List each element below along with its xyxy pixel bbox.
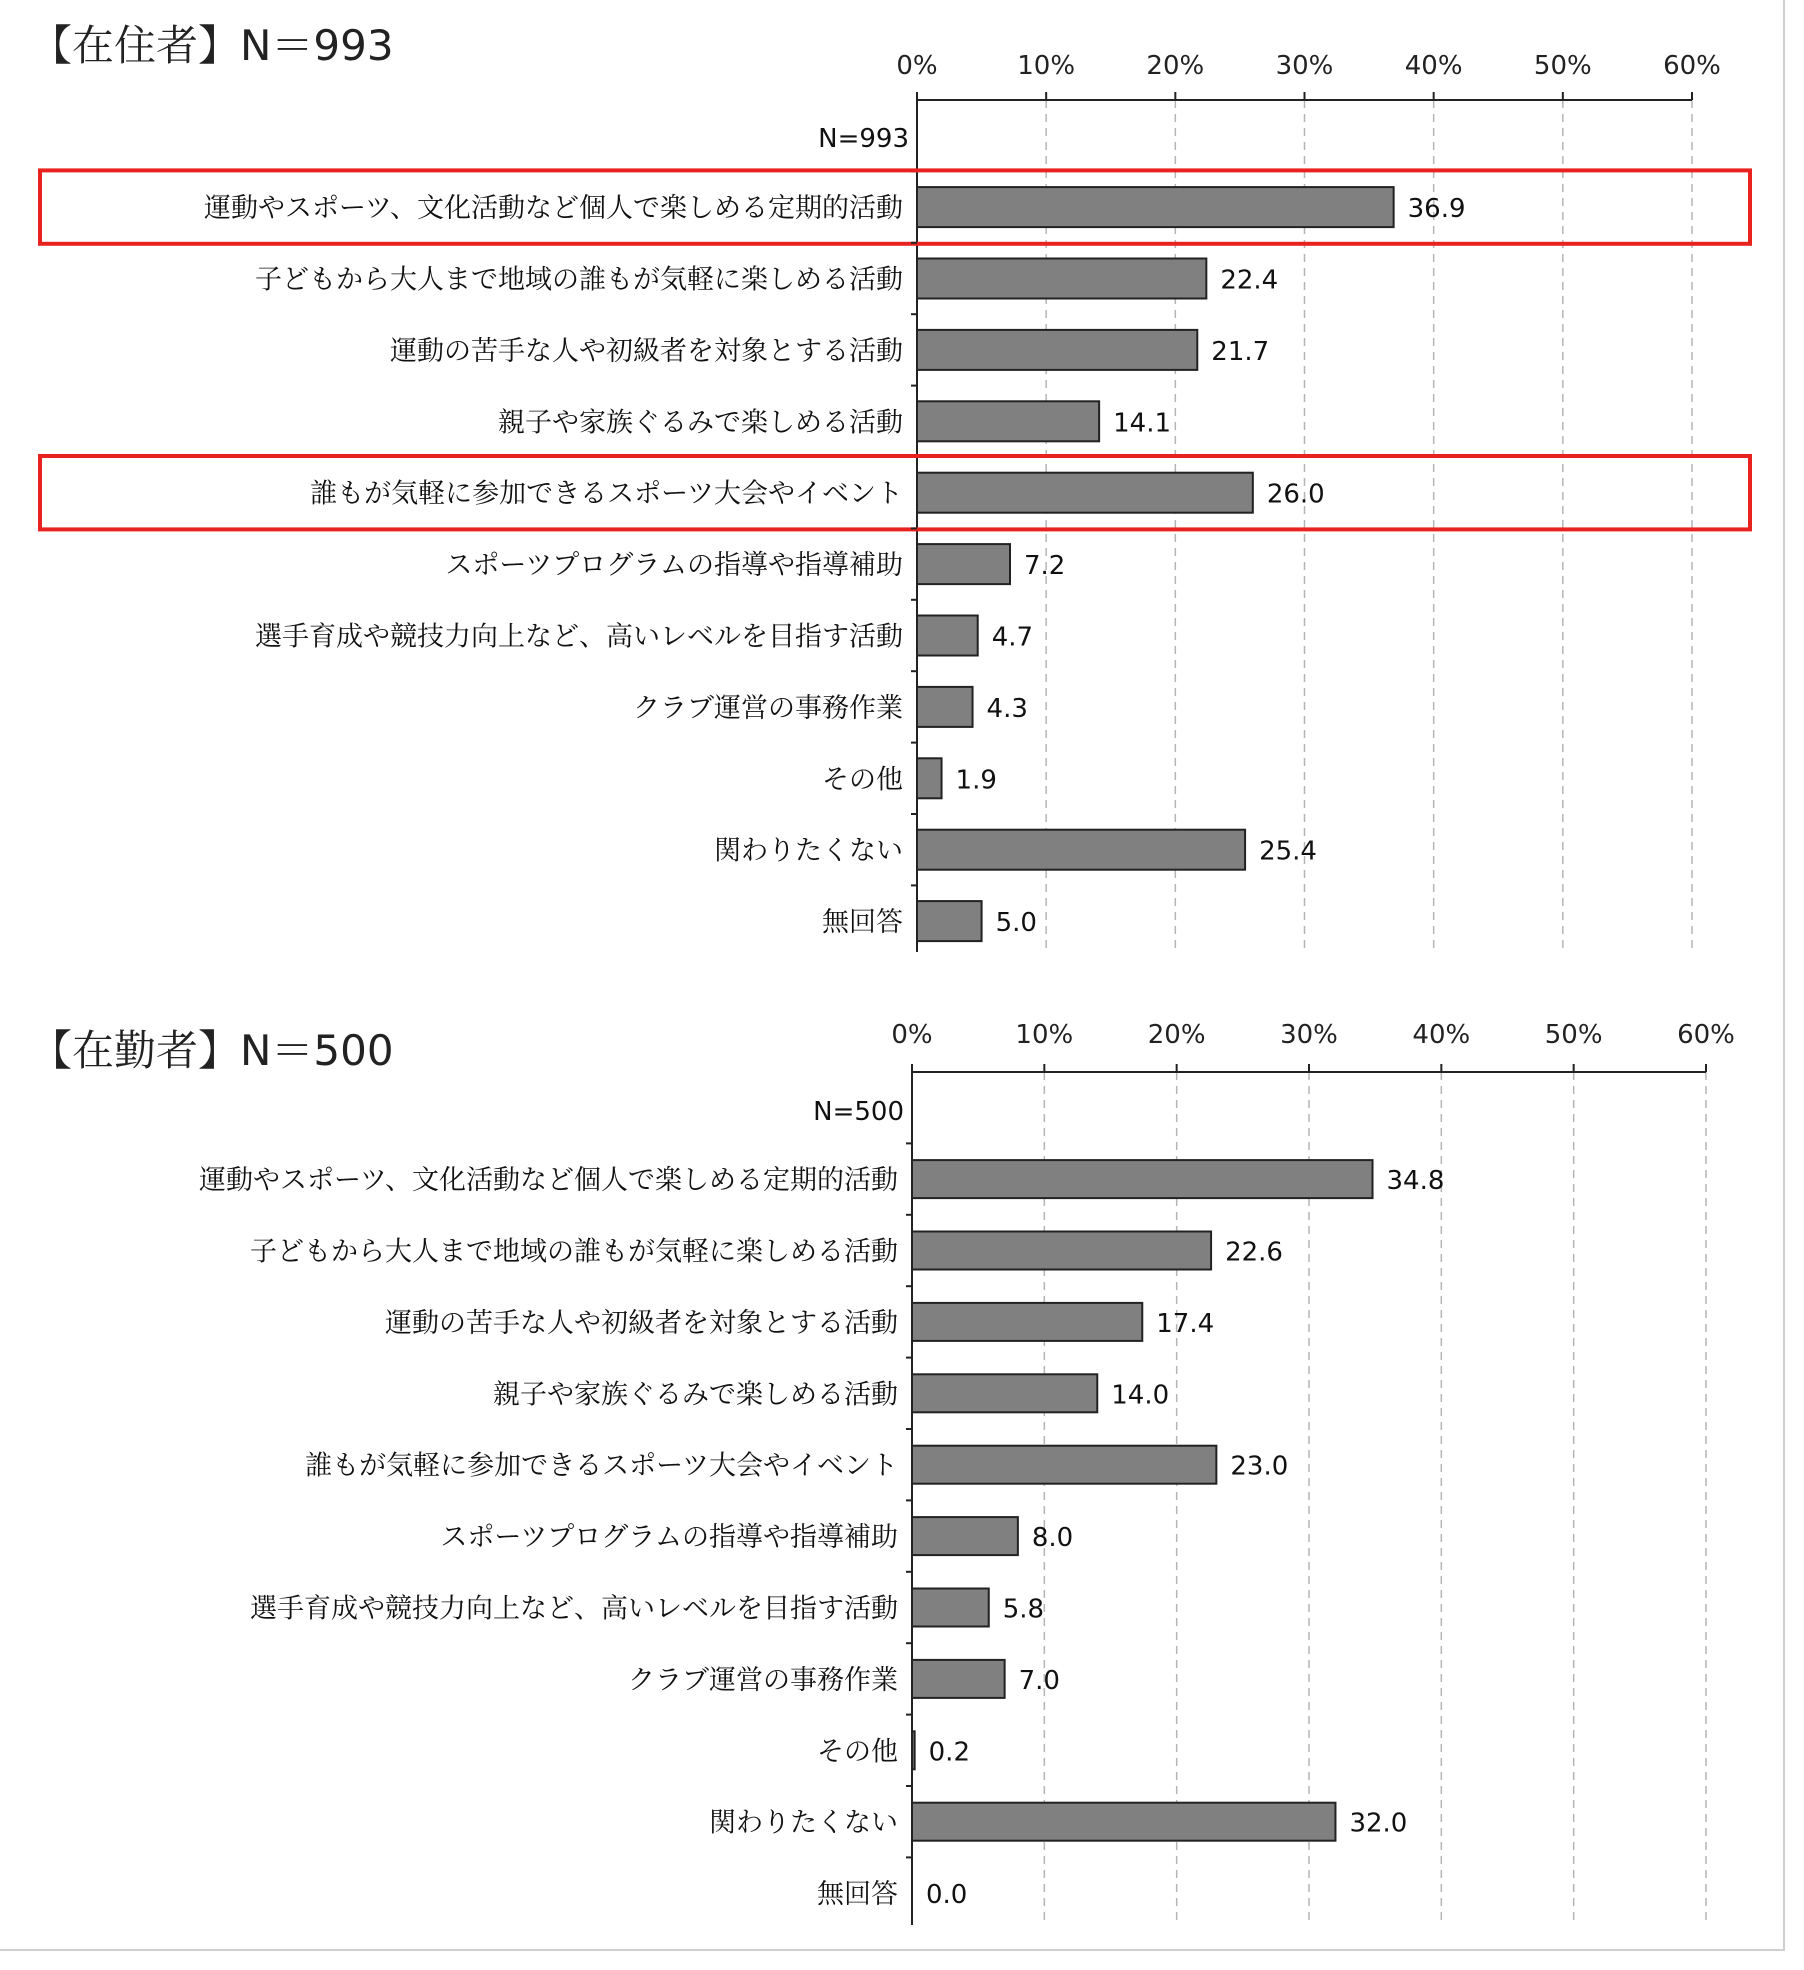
x-tick-label: 60% — [1663, 51, 1721, 81]
bar — [917, 401, 1099, 441]
data-label: 22.6 — [1225, 1237, 1283, 1268]
bar — [912, 1803, 1335, 1841]
bar — [917, 330, 1197, 370]
category-label: 誰もが気軽に参加できるスポーツ大会やイベント — [310, 478, 903, 510]
bar — [912, 1232, 1211, 1270]
bar — [917, 901, 982, 941]
bar — [912, 1374, 1097, 1412]
data-label: 36.9 — [1407, 194, 1466, 225]
category-label: 無回答 — [817, 1879, 898, 1911]
data-label: 7.0 — [1018, 1665, 1060, 1696]
bar — [912, 1660, 1005, 1698]
data-label: 4.3 — [986, 693, 1028, 724]
category-label: 親子や家族ぐるみで楽しめる活動 — [493, 1379, 898, 1411]
category-label: 誰もが気軽に参加できるスポーツ大会やイベント — [305, 1450, 898, 1482]
category-label: スポーツプログラムの指導や指導補助 — [440, 1522, 898, 1554]
x-tick-label: 20% — [1147, 1020, 1206, 1050]
bar — [917, 758, 942, 798]
bar — [917, 616, 978, 656]
category-label: 関わりたくない — [709, 1807, 898, 1839]
x-tick-label: 50% — [1533, 51, 1592, 81]
x-tick-label: 0% — [896, 51, 938, 81]
category-label: クラブ運営の事務作業 — [628, 1664, 898, 1696]
data-label: 23.0 — [1230, 1451, 1289, 1482]
x-tick-label: 30% — [1280, 1020, 1338, 1050]
category-label: クラブ運営の事務作業 — [633, 692, 903, 724]
data-label: 25.4 — [1259, 836, 1317, 867]
category-label: 運動の苦手な人や初級者を対象とする活動 — [385, 1307, 898, 1339]
category-label: 子どもから大人まで地域の誰もが気軽に楽しめる活動 — [255, 264, 903, 296]
data-label: 1.9 — [955, 765, 997, 796]
bar — [912, 1517, 1018, 1555]
category-label: 関わりたくない — [714, 835, 903, 867]
x-tick-label: 40% — [1412, 1020, 1471, 1050]
data-label: 32.0 — [1349, 1808, 1408, 1839]
category-label: スポーツプログラムの指導や指導補助 — [445, 550, 903, 582]
data-label: 8.0 — [1031, 1523, 1074, 1554]
sample-size-label: N=500 — [813, 1097, 904, 1127]
panel-title: 【在勤者】N＝500 — [30, 1026, 394, 1075]
x-tick-label: 0% — [891, 1020, 933, 1050]
x-tick-label: 40% — [1404, 51, 1463, 81]
bar — [917, 830, 1245, 870]
data-label: 26.0 — [1266, 479, 1325, 510]
category-label: 選手育成や競技力向上など、高いレベルを目指す活動 — [255, 621, 903, 653]
bar — [917, 473, 1253, 513]
data-label: 5.0 — [995, 908, 1037, 939]
bar — [912, 1731, 915, 1769]
x-tick-label: 30% — [1275, 51, 1334, 81]
category-label: 運動やスポーツ、文化活動など個人で楽しめる定期的活動 — [203, 193, 903, 225]
x-tick-label: 50% — [1544, 1020, 1603, 1050]
data-label: 7.2 — [1024, 551, 1066, 582]
x-tick-label: 10% — [1015, 1020, 1074, 1050]
category-label: 親子や家族ぐるみで楽しめる活動 — [498, 407, 903, 439]
bar — [912, 1589, 989, 1627]
bar — [912, 1303, 1142, 1341]
bar — [917, 187, 1394, 227]
x-tick-label: 10% — [1017, 51, 1076, 81]
category-label: 運動やスポーツ、文化活動など個人で楽しめる定期的活動 — [198, 1165, 898, 1197]
category-label: 子どもから大人まで地域の誰もが気軽に楽しめる活動 — [250, 1236, 898, 1268]
data-label: 0.0 — [926, 1880, 968, 1911]
data-label: 21.7 — [1211, 336, 1270, 367]
category-label: 選手育成や競技力向上など、高いレベルを目指す活動 — [250, 1593, 898, 1625]
x-tick-label: 20% — [1146, 51, 1205, 81]
data-label: 0.2 — [928, 1737, 971, 1768]
category-label: 運動の苦手な人や初級者を対象とする活動 — [390, 335, 903, 367]
category-label: 無回答 — [822, 907, 903, 939]
data-label: 22.4 — [1220, 265, 1279, 296]
x-tick-label: 60% — [1677, 1020, 1735, 1050]
bar — [917, 687, 973, 727]
data-label: 5.8 — [1002, 1594, 1045, 1625]
data-label: 17.4 — [1156, 1308, 1215, 1339]
data-label: 14.0 — [1111, 1380, 1170, 1411]
category-label: その他 — [817, 1736, 898, 1768]
bar — [917, 544, 1010, 584]
sample-size-label: N=993 — [818, 124, 909, 154]
bar — [912, 1446, 1216, 1484]
data-label: 14.1 — [1113, 408, 1172, 439]
data-label: 34.8 — [1386, 1166, 1445, 1197]
category-label: その他 — [822, 764, 903, 796]
data-label: 4.7 — [991, 622, 1034, 653]
panel-title: 【在住者】N＝993 — [30, 21, 394, 70]
bar — [917, 259, 1206, 299]
bar — [912, 1160, 1373, 1198]
